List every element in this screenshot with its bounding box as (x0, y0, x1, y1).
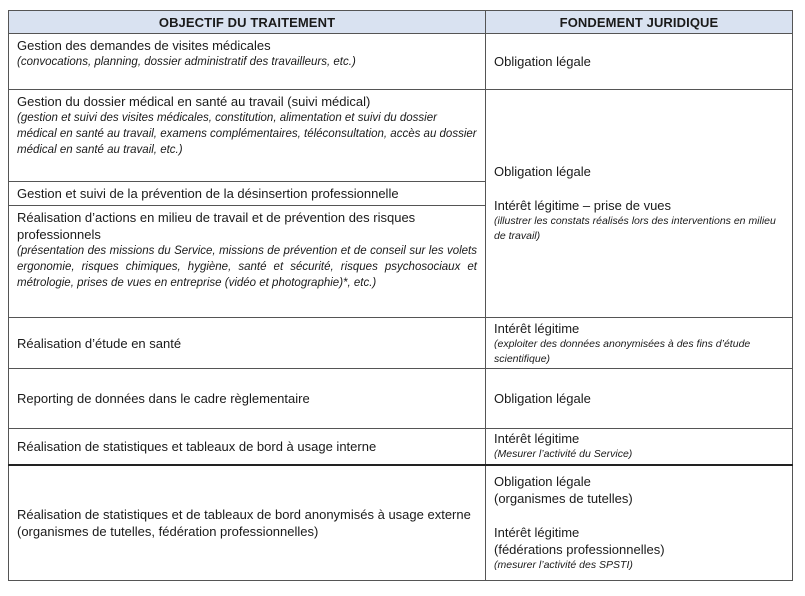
fondement-a-detail: (organismes de tutelles) (494, 490, 633, 506)
objectif-cell (9, 90, 486, 182)
fondement-text: Obligation légale (494, 391, 591, 406)
objectif-detail: (convocations, planning, dossier administratif des travailleurs, etc.) (17, 56, 356, 68)
treatment-table (8, 10, 793, 581)
fondement-cell (486, 465, 793, 581)
fondement-merged-detail: (illustrer les constats réalisés lors des interventions en milieu de travail) (494, 215, 776, 242)
objectif-main: Reporting de données dans le cadre règlementaire (17, 391, 310, 406)
fondement-merged-line1: Obligation légale (494, 164, 591, 179)
objectif-main: Réalisation d’étude en santé (17, 335, 182, 351)
fondement-cell (486, 318, 793, 369)
table-row (9, 429, 793, 465)
objectif-cell (9, 318, 486, 369)
objectif-detail: (gestion et suivi des visites médicales, constitution, alimentation et suivi du dossier médical en santé au travail, examens complémentaires, téléconsultation, accès au dossier médical en santé au travail, etc.) (17, 112, 477, 156)
objectif-cell (9, 465, 486, 581)
fondement-detail: (Mesurer l’activité du Service) (494, 448, 633, 461)
fondement-text: Intérêt légitime (494, 431, 580, 447)
fondement-b-detail: (fédérations professionnelles) (494, 541, 665, 557)
fondement-b-note: (mesurer l’activité des SPSTI) (494, 558, 633, 571)
table-row (9, 318, 793, 369)
fondement-cell (486, 429, 793, 465)
objectif-cell (9, 34, 486, 90)
fondement-text: Intérêt légitime (494, 320, 580, 336)
objectif-detail: (présentation des missions du Service, missions de prévention et de conseil sur les volets ergonomie, risques chimiques, hygiène, santé et sécurité, risques psychosociaux et métrologie, prises de vues en entreprise (vidéo et photographie)*, etc.) (17, 245, 477, 289)
objectif-cell (9, 429, 486, 465)
table-header-row (9, 11, 793, 34)
objectif-main: Réalisation de statistiques et de tableaux de bord anonymisés à usage externe (organismes de tutelles, fédération professionnelles) (17, 506, 471, 539)
fondement-text: Obligation légale (494, 54, 591, 69)
fondement-detail: (exploiter des données anonymisées à des fins d’étude scientifique) (494, 337, 751, 365)
objectif-main: Gestion du dossier médical en santé au travail (suivi médical) (17, 94, 371, 109)
objectif-cell (9, 369, 486, 429)
table-row (9, 369, 793, 429)
fondement-merged-line2: Intérêt légitime – prise de vues (494, 198, 672, 213)
objectif-cell (9, 206, 486, 318)
objectif-main: Réalisation de statistiques et tableaux de bord à usage interne (17, 438, 377, 454)
header-objectif: OBJECTIF DU TRAITEMENT (9, 11, 486, 34)
fondement-cell (486, 369, 793, 429)
fondement-a: Obligation légale (494, 473, 591, 489)
fondement-cell (486, 34, 793, 90)
fondement-merged-cell (486, 90, 793, 318)
header-fondement: FONDEMENT JURIDIQUE (486, 11, 793, 34)
table-row (9, 90, 793, 182)
objectif-main: Réalisation d’actions en milieu de travail et de prévention des risques professionnels (17, 210, 416, 242)
objectif-main: Gestion des demandes de visites médicales (17, 38, 271, 53)
table-row (9, 34, 793, 90)
table-row (9, 465, 793, 581)
objectif-cell (9, 182, 486, 206)
fondement-b: Intérêt légitime (494, 524, 580, 540)
objectif-main: Gestion et suivi de la prévention de la désinsertion professionnelle (17, 186, 399, 201)
